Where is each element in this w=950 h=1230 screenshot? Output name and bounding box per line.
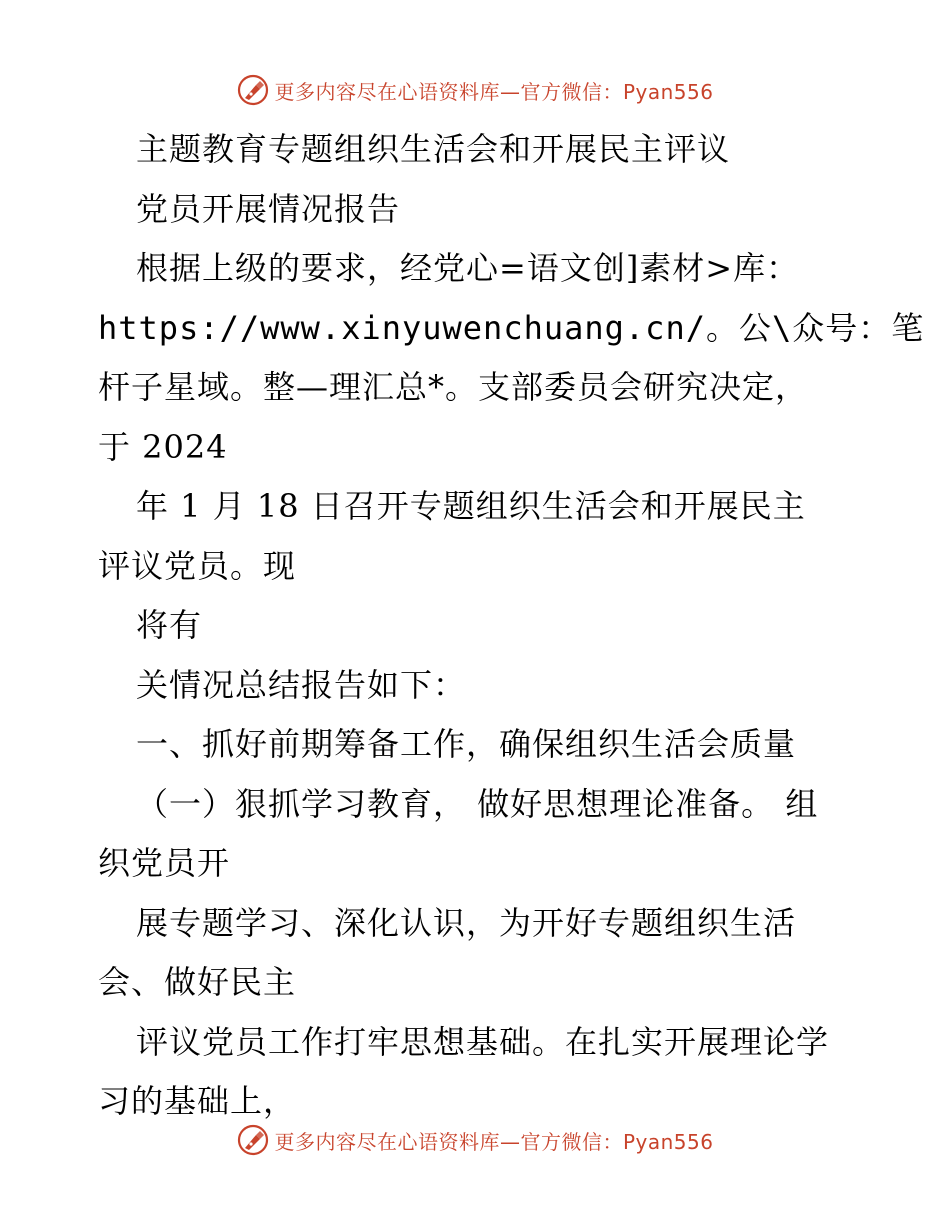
doc-paragraph-line: 评议党员工作打牢思想基础。在扎实开展理论学	[136, 1022, 830, 1061]
watermark-header	[0, 70, 950, 110]
doc-subsection-heading: （一）狠抓学习教育， 做好思想理论准备。 组	[136, 784, 819, 823]
doc-section-heading: 一、抓好前期筹备工作，确保组织生活会质量	[136, 725, 797, 763]
pen-nib-logo-icon	[236, 73, 270, 107]
doc-paragraph-line: 会、做好民主	[98, 963, 297, 1001]
document-body	[98, 120, 925, 1132]
doc-paragraph-line: 展专题学习、深化认识，为开好专题组织生活	[136, 903, 797, 942]
doc-paragraph-line: 评议党员。现	[98, 546, 297, 585]
doc-paragraph-line: 年 1 月 18 日召开专题组织生活会和开展民主	[136, 487, 806, 525]
pen-nib-logo-icon	[236, 1123, 270, 1157]
doc-paragraph-line: 将有	[136, 606, 203, 644]
watermark-text: 更多内容尽在心语资料库—官方微信：Pyan556	[274, 79, 714, 104]
doc-paragraph-line: 于 2024	[98, 427, 228, 466]
watermark-footer	[0, 1120, 950, 1160]
doc-paragraph-line: 习的基础上，	[98, 1082, 297, 1120]
doc-paragraph-line: 根据上级的要求，经党心=语文创]素材>库：	[136, 249, 800, 287]
doc-title-line-2: 党员开展情况报告	[136, 189, 401, 228]
watermark-text: 更多内容尽在心语资料库—官方微信：Pyan556	[274, 1129, 714, 1154]
doc-url-line: https://www.xinyuwenchuang.cn/。公\众号：笔	[98, 308, 925, 347]
doc-paragraph-line: 杆子星域。整—理汇总*。支部委员会研究决定，	[98, 368, 809, 406]
doc-paragraph-line: 关情况总结报告如下：	[136, 665, 467, 704]
doc-paragraph-line: 织党员开	[98, 844, 231, 882]
doc-title-line-1: 主题教育专题组织生活会和开展民主评议	[136, 130, 731, 168]
